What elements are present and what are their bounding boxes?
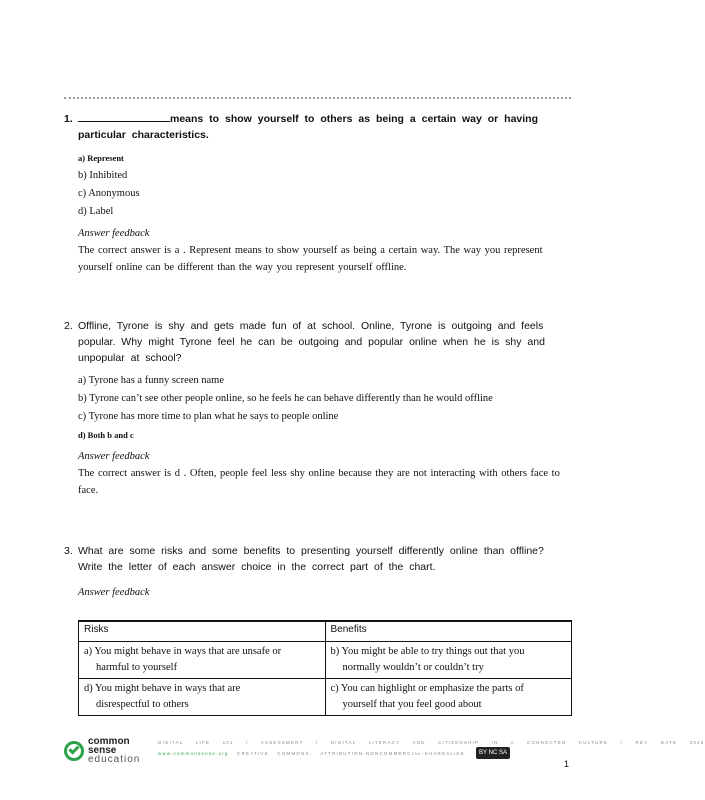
- feedback-text: The correct answer is a . Represent means to show yourself as being a certain way. The way you represent yourself online can be different than the way you represent yourself offline.: [78, 245, 543, 273]
- option-b: b) Tyrone can’t see other people online, so he feels he can behave differently than he would offline: [78, 393, 493, 404]
- footer-course-line: DIGITAL LIFE 101 / ASSESSMENT / DIGITAL LITERACY AND CITIZENSHIP IN A CONNECTED CULTURE / REV DATE 2015: [158, 740, 705, 745]
- option-a: a) Tyrone has a funny screen name: [78, 375, 225, 386]
- option-d: d) Both b and c: [78, 430, 134, 440]
- option-c: c) Tyrone has more time to plan what he says to people online: [78, 411, 339, 422]
- options-list: [78, 372, 571, 444]
- footer-link[interactable]: www.commonsense.org: [158, 751, 229, 756]
- feedback-text: The correct answer is d . Often, people feel less shy online because they are not interacting with others face to face.: [78, 468, 560, 496]
- table-row: [79, 641, 572, 678]
- option-a: a) Represent: [78, 153, 124, 163]
- question-3-head: [64, 543, 571, 575]
- chart-header-row: [79, 621, 572, 641]
- question-3: [64, 543, 571, 601]
- benefits-header: Benefits: [325, 621, 572, 641]
- creative-commons-badge-icon: BY NC SA: [476, 747, 510, 759]
- footer-license-line: www.commonsense.org CREATIVE COMMONS: ATTRIBUTION-NONCOMMERCIAL-SHAREALIKE: [158, 751, 465, 756]
- risks-benefits-chart: [78, 620, 572, 716]
- page-footer: [64, 735, 705, 775]
- question-number: 1.: [64, 113, 73, 125]
- option-d: d) Label: [78, 206, 114, 217]
- answer-blank: [78, 111, 170, 122]
- question-2-head: [64, 318, 571, 366]
- benefit-cell: b) You might be able to try things out that you normally wouldn’t or couldn’t try: [325, 641, 572, 678]
- question-2: [64, 318, 571, 499]
- question-1-head: [64, 111, 571, 143]
- page-number: 1: [563, 759, 569, 769]
- question-text: What are some risks and some benefits to presenting yourself differently online than offline? Write the letter of each answer choice in the correct part of the chart.: [78, 545, 544, 573]
- risk-cell: d) You might behave in ways that are disrespectful to others: [79, 678, 326, 715]
- table-row: [79, 678, 572, 715]
- feedback-label: Answer feedback: [78, 228, 150, 239]
- feedback-label: Answer feedback: [78, 587, 150, 598]
- risks-header: Risks: [79, 621, 326, 641]
- top-dotted-rule: [64, 97, 571, 99]
- options-list: [78, 149, 571, 221]
- benefit-cell: c) You can highlight or emphasize the parts of yourself that you feel good about: [325, 678, 572, 715]
- risk-cell: a) You might behave in ways that are unsafe or harmful to yourself: [79, 641, 326, 678]
- option-c: c) Anonymous: [78, 188, 140, 199]
- option-b: b) Inhibited: [78, 170, 128, 181]
- question-number: 3.: [64, 545, 73, 557]
- question-number: 2.: [64, 320, 73, 332]
- question-text: means to show yourself to others as being a certain way or having particular characteristics.: [78, 113, 539, 141]
- question-1: [64, 111, 571, 276]
- feedback-label: Answer feedback: [78, 451, 150, 462]
- question-text: Offline, Tyrone is shy and gets made fun of at school. Online, Tyrone is outgoing and feels popular. Why might Tyrone feel he can be outgoing and popular online when he is shy and unpopular at school?: [78, 320, 545, 364]
- common-sense-logo: common sense education: [64, 737, 154, 771]
